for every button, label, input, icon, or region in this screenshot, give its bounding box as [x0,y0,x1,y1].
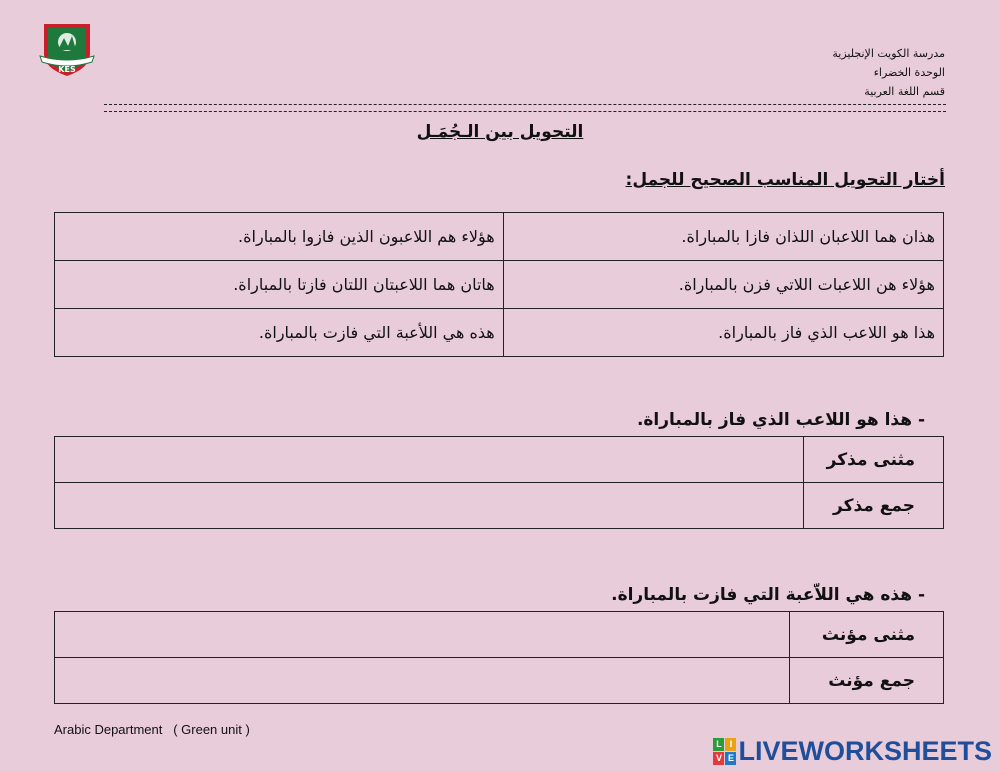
footer-text: Arabic Department ( Green unit ) [54,722,250,737]
badge-letter: V [713,752,724,765]
answer-label: مثنى مذكر [804,437,944,483]
school-logo [38,20,96,78]
table-row [55,437,944,483]
table-row [55,658,944,704]
table-row [55,261,944,309]
answer-input-dual-masculine[interactable] [55,437,804,483]
page-title: التحويل بين الـجُمَـل [416,122,584,142]
badge-letter: L [713,738,724,751]
logo-text: KES [58,65,76,74]
option-cell[interactable]: هؤلاء هن اللاعبات اللاتي فزن بالمباراة. [503,261,943,309]
badge-letter: I [725,738,736,751]
table-row [55,309,944,357]
option-cell[interactable]: هؤلاء هم اللاعبون الذين فازوا بالمباراة. [55,213,504,261]
answer-label: جمع مؤنث [790,658,944,704]
answer-label: مثنى مؤنث [790,612,944,658]
options-table [54,212,944,357]
question-2-sentence: - هذه هي اللاّعبة التي فازت بالمباراة. [611,585,925,605]
brand-text: LIVEWORKSHEETS [738,736,992,766]
liveworksheets-brand[interactable] [713,736,992,767]
live-badge-icon [713,738,736,765]
answer-label: جمع مذكر [804,483,944,529]
unit-name: الوحدة الخضراء [873,66,945,79]
answer-input-dual-feminine[interactable] [55,612,790,658]
option-cell[interactable]: هاتان هما اللاعبتان اللتان فازتا بالمباراة. [55,261,504,309]
school-info [832,44,945,101]
table-row [55,612,944,658]
instruction: أختار التحويل المناسب الصحيح للجمل: [625,170,945,190]
question-1-sentence: - هذا هو اللاعب الذي فاز بالمباراة. [636,410,925,430]
answer-input-plural-feminine[interactable] [55,658,790,704]
question-1-answer-table [54,436,944,529]
question-2-answer-table [54,611,944,704]
school-name: مدرسة الكويت الإنجليزية [832,47,945,60]
option-cell[interactable]: هذان هما اللاعبان اللذان فازا بالمباراة. [503,213,943,261]
option-cell[interactable]: هذا هو اللاعب الذي فاز بالمباراة. [503,309,943,357]
badge-letter: E [725,752,736,765]
header-divider [104,104,946,112]
department-name: قسم اللغة العربية [864,85,945,98]
answer-input-plural-masculine[interactable] [55,483,804,529]
option-cell[interactable]: هذه هي اللأعبة التي فازت بالمباراة. [55,309,504,357]
table-row [55,483,944,529]
table-row [55,213,944,261]
